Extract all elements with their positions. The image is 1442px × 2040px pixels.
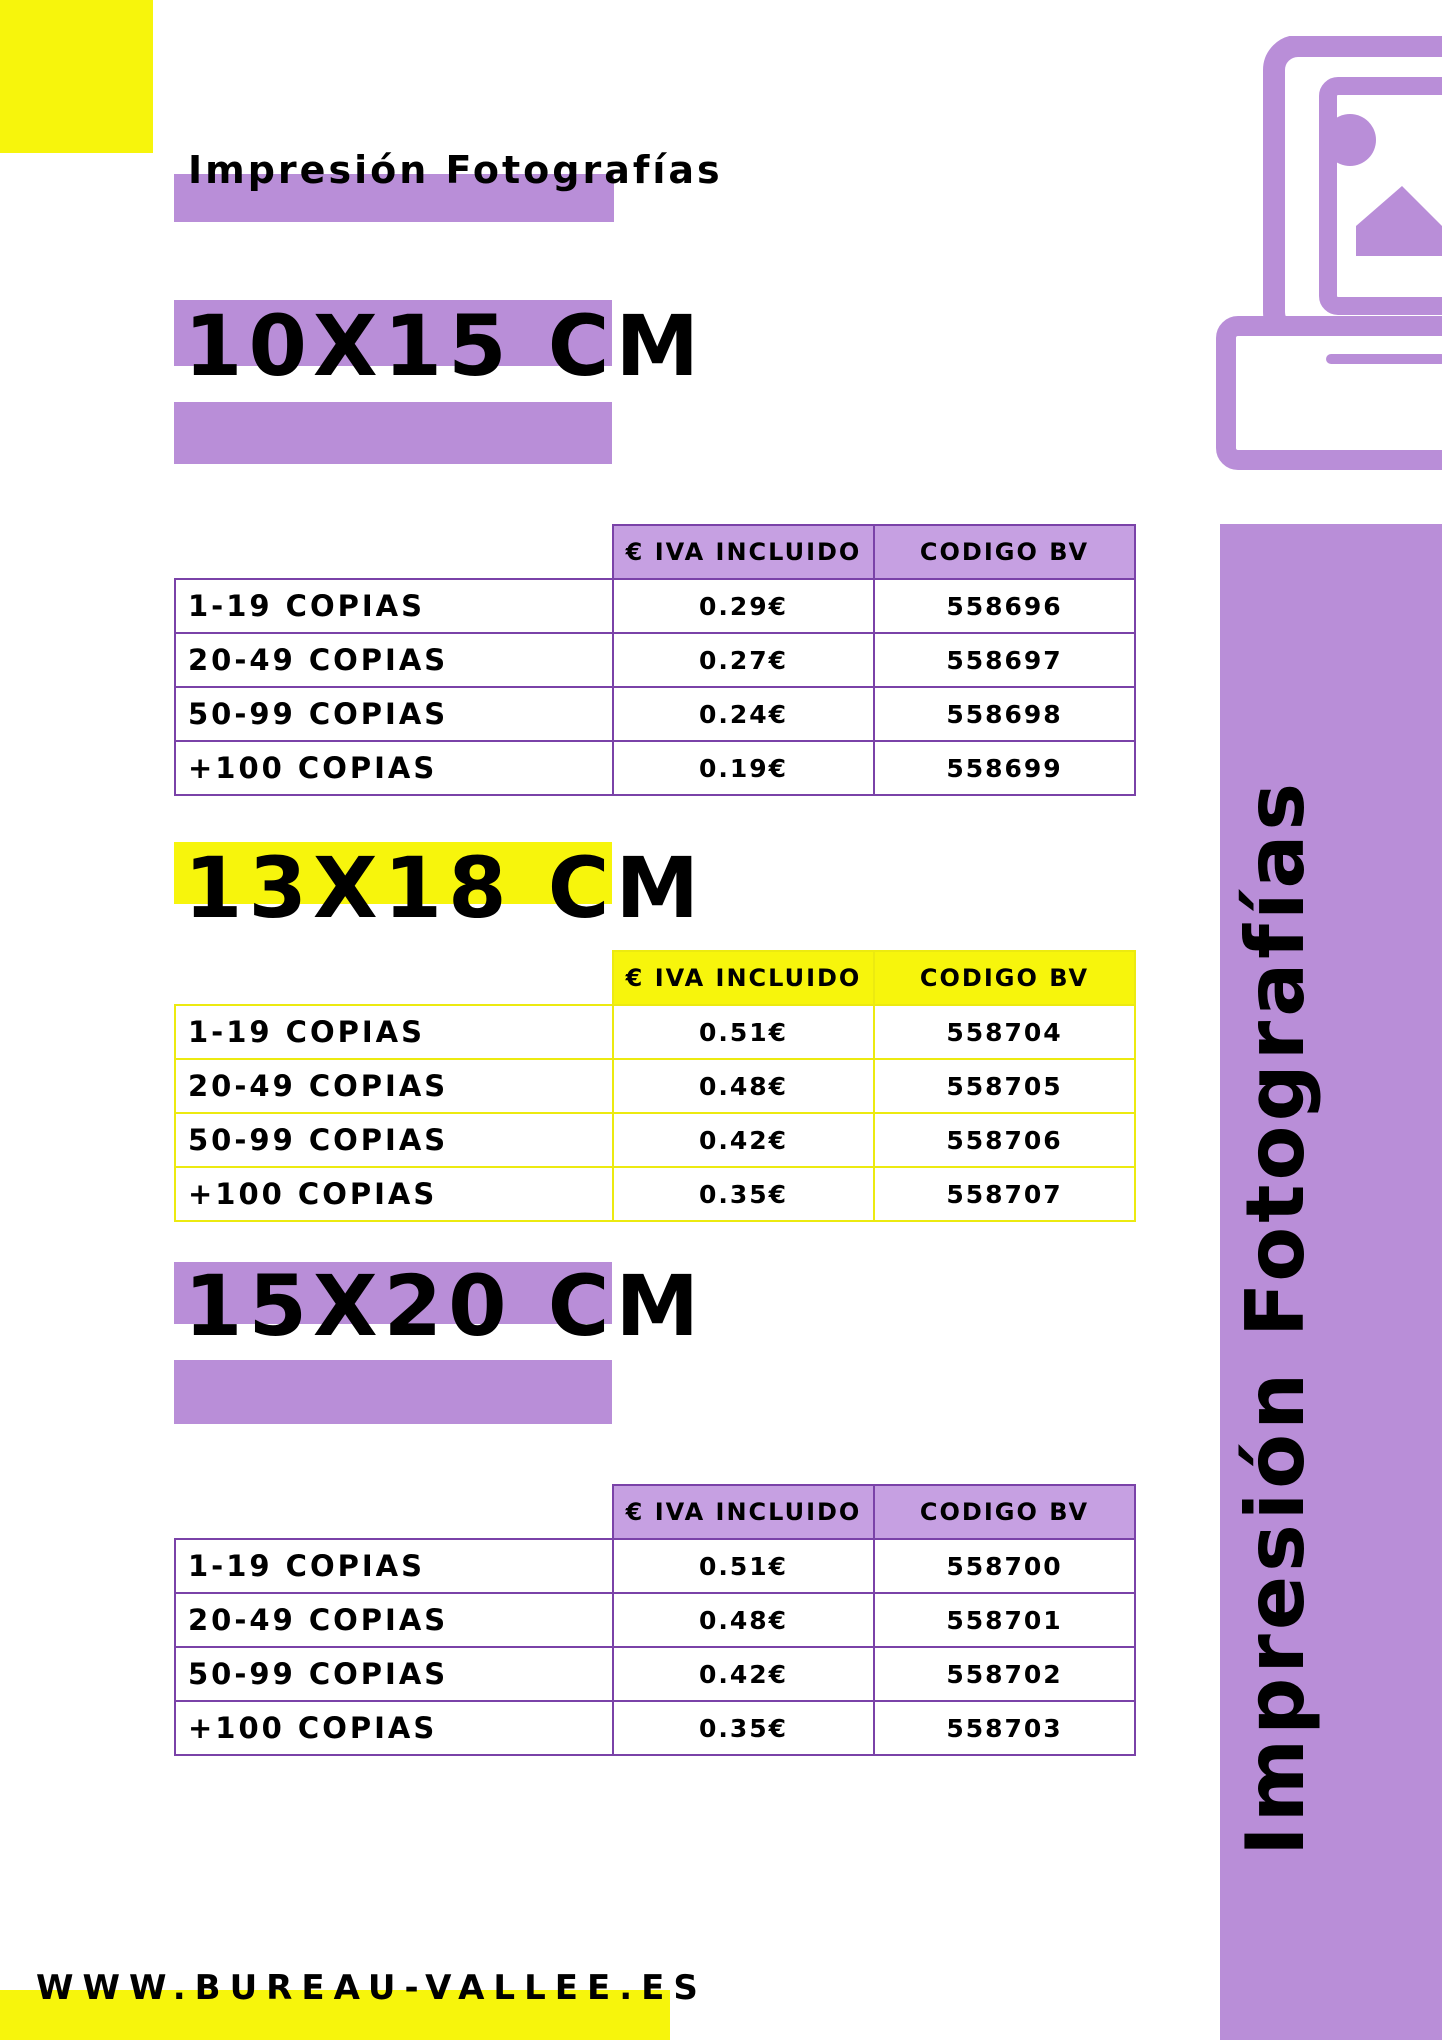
row-label: 50-99 COPIAS	[175, 1113, 613, 1167]
table-row	[175, 1539, 1135, 1593]
row-label: 20-49 COPIAS	[175, 1593, 613, 1647]
row-price: 0.48€	[613, 1593, 874, 1647]
row-price: 0.51€	[613, 1539, 874, 1593]
section-2-title: 13X18 CM	[184, 839, 706, 937]
sidebar-title: Impresión Fotografías	[1229, 778, 1322, 1856]
table-row	[175, 1059, 1135, 1113]
row-code: 558701	[874, 1593, 1135, 1647]
website-url[interactable]: WWW.BUREAU-VALLEE.ES	[36, 1968, 707, 2008]
corner-yellow-block	[0, 0, 153, 153]
row-code: 558706	[874, 1113, 1135, 1167]
page-title: Impresión Fotografías	[188, 148, 723, 192]
header-empty-cell	[175, 951, 613, 1005]
row-price: 0.29€	[613, 579, 874, 633]
row-label: 1-19 COPIAS	[175, 579, 613, 633]
row-code: 558700	[874, 1539, 1135, 1593]
row-label: 50-99 COPIAS	[175, 1647, 613, 1701]
header-code: CODIGO BV	[874, 525, 1135, 579]
row-code: 558705	[874, 1059, 1135, 1113]
header-code: CODIGO BV	[874, 1485, 1135, 1539]
row-code: 558697	[874, 633, 1135, 687]
photo-printer-icon	[1216, 36, 1442, 470]
table-row	[175, 1005, 1135, 1059]
header-price: € IVA INCLUIDO	[613, 525, 874, 579]
row-price: 0.51€	[613, 1005, 874, 1059]
row-label: +100 COPIAS	[175, 1701, 613, 1755]
row-price: 0.24€	[613, 687, 874, 741]
price-table-13x18	[174, 950, 1134, 1222]
section-1-bar	[174, 402, 612, 464]
price-table-15x20	[174, 1484, 1134, 1756]
row-price: 0.35€	[613, 1167, 874, 1221]
table-row	[175, 1167, 1135, 1221]
row-code: 558696	[874, 579, 1135, 633]
row-label: 1-19 COPIAS	[175, 1539, 613, 1593]
section-1-title: 10X15 CM	[184, 297, 706, 395]
price-table-10x15	[174, 524, 1134, 796]
row-price: 0.48€	[613, 1059, 874, 1113]
row-code: 558699	[874, 741, 1135, 795]
header-price: € IVA INCLUIDO	[613, 1485, 874, 1539]
row-label: +100 COPIAS	[175, 741, 613, 795]
header-price: € IVA INCLUIDO	[613, 951, 874, 1005]
row-price: 0.35€	[613, 1701, 874, 1755]
row-code: 558703	[874, 1701, 1135, 1755]
header-empty-cell	[175, 525, 613, 579]
row-code: 558704	[874, 1005, 1135, 1059]
section-3-bar	[174, 1360, 612, 1424]
row-price: 0.27€	[613, 633, 874, 687]
row-code: 558698	[874, 687, 1135, 741]
table-row	[175, 1113, 1135, 1167]
header-code: CODIGO BV	[874, 951, 1135, 1005]
section-3-title: 15X20 CM	[184, 1257, 706, 1355]
row-price: 0.42€	[613, 1113, 874, 1167]
row-price: 0.19€	[613, 741, 874, 795]
row-label: 20-49 COPIAS	[175, 633, 613, 687]
table-row	[175, 633, 1135, 687]
table-header-row	[175, 525, 1135, 579]
table-header-row	[175, 951, 1135, 1005]
table-header-row	[175, 1485, 1135, 1539]
table-row	[175, 687, 1135, 741]
table-row	[175, 1593, 1135, 1647]
table-row	[175, 579, 1135, 633]
table-row	[175, 741, 1135, 795]
row-code: 558707	[874, 1167, 1135, 1221]
row-label: 20-49 COPIAS	[175, 1059, 613, 1113]
row-label: 50-99 COPIAS	[175, 687, 613, 741]
row-label: +100 COPIAS	[175, 1167, 613, 1221]
row-label: 1-19 COPIAS	[175, 1005, 613, 1059]
row-code: 558702	[874, 1647, 1135, 1701]
row-price: 0.42€	[613, 1647, 874, 1701]
table-row	[175, 1647, 1135, 1701]
header-empty-cell	[175, 1485, 613, 1539]
table-row	[175, 1701, 1135, 1755]
